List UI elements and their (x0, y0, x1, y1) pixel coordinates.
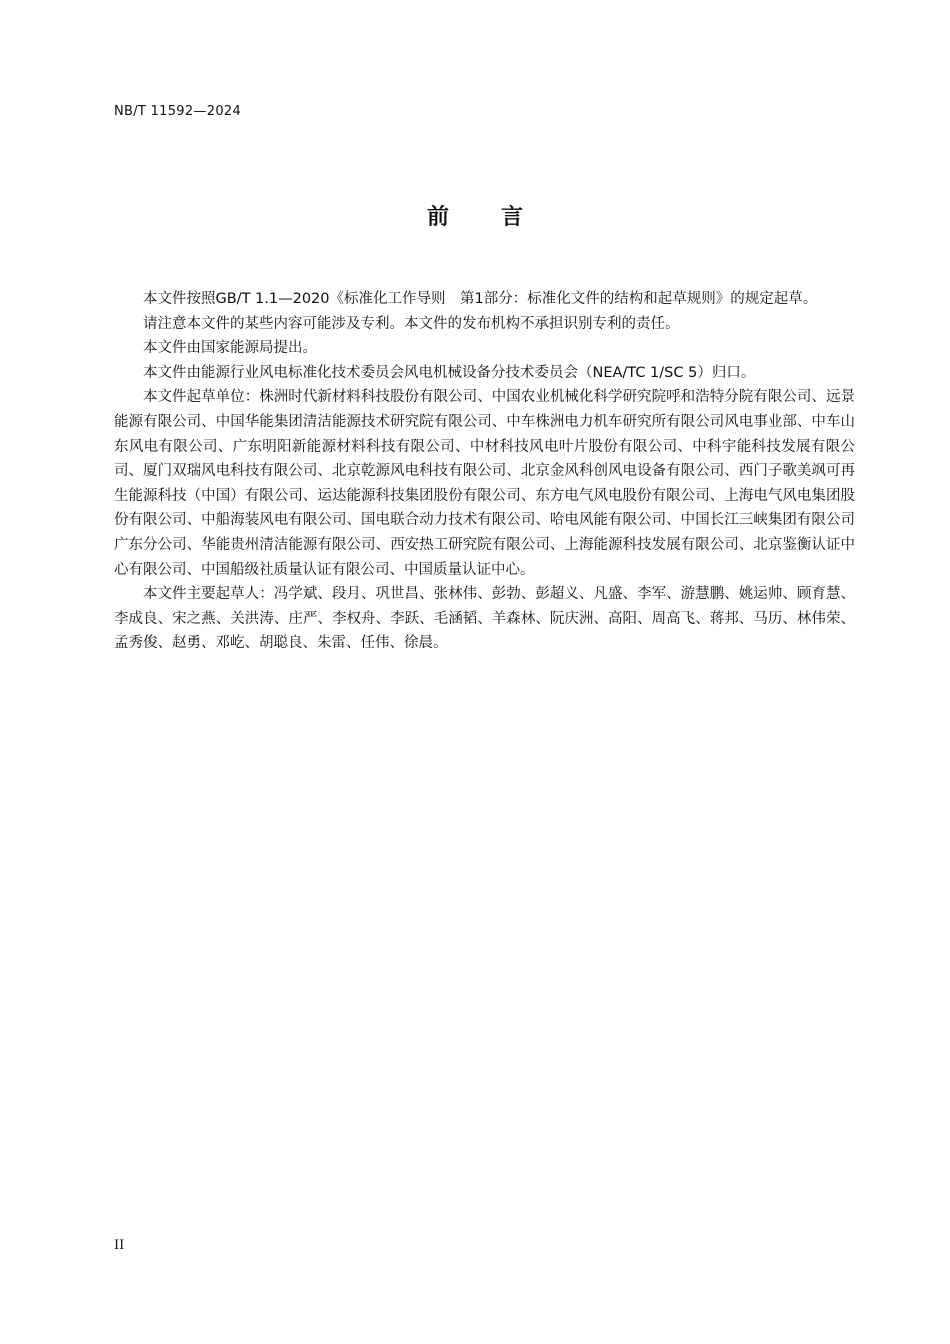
paragraph-committee: 本文件由能源行业风电标准化技术委员会风电机械设备分技术委员会（NEA/TC 1/SC 5）归口。 (143, 364, 756, 381)
foreword-body (114, 287, 855, 656)
paragraph-drafters: 本文件主要起草人：冯学斌、段月、巩世昌、张林伟、彭勃、彭超义、凡盛、李军、游慧鹏、姚运帅、顾育慧、李成良、宋之燕、关洪涛、庄严、李权舟、李跃、毛涵韬、羊森林、阮庆洲、高阳、周高飞、蒋邦、马历、林伟荣、孟秀俊、赵勇、邓屹、胡聪良、朱雷、任伟、徐晨。 (114, 586, 855, 652)
paragraph-drafting-rules: 本文件按照GB/T 1.1—2020《标准化工作导则 第1部分：标准化文件的结构和起草规则》的规定起草。 (143, 291, 818, 307)
title-char-2: 言 (501, 205, 524, 230)
standard-code: NB/T 11592—2024 (114, 104, 242, 119)
paragraph-proposer: 本文件由国家能源局提出。 (143, 340, 317, 357)
paragraph-drafting-units: 本文件起草单位：株洲时代新材料科技股份有限公司、中国农业机械化科学研究院呼和浩特分院有限公司、远景能源有限公司、中国华能集团清洁能源技术研究院有限公司、中车株洲电力机车研究所有限公司风电事业部、中车山东风电有限公司、广东明阳新能源材料科技有限公司、中材科技风电叶片股份有限公司、中科宇能科技发展有限公司、厦门双瑞风电科技有限公司、北京乾源风电科技有限公司、北京金风科创风电设备有限公司、西门子歌美飒可再生能源科技（中国）有限公司、运达能源科技集团股份有限公司、东方电气风电股份有限公司、上海电气风电集团股份有限公司、中船海装风电有限公司、国电联合动力技术有限公司、哈电风能有限公司、中国长江三峡集团有限公司广东分公司、华能贵州清洁能源有限公司、西安热工研究院有限公司、上海能源科技发展有限公司、北京鉴衡认证中心有限公司、中国船级社质量认证有限公司、中国质量认证中心。 (114, 389, 855, 578)
page-title (0, 200, 950, 231)
title-char-1: 前 (426, 205, 449, 230)
page-number: II (114, 1238, 125, 1253)
paragraph-patent-notice: 请注意本文件的某些内容可能涉及专利。本文件的发布机构不承担识别专利的责任。 (143, 315, 680, 332)
